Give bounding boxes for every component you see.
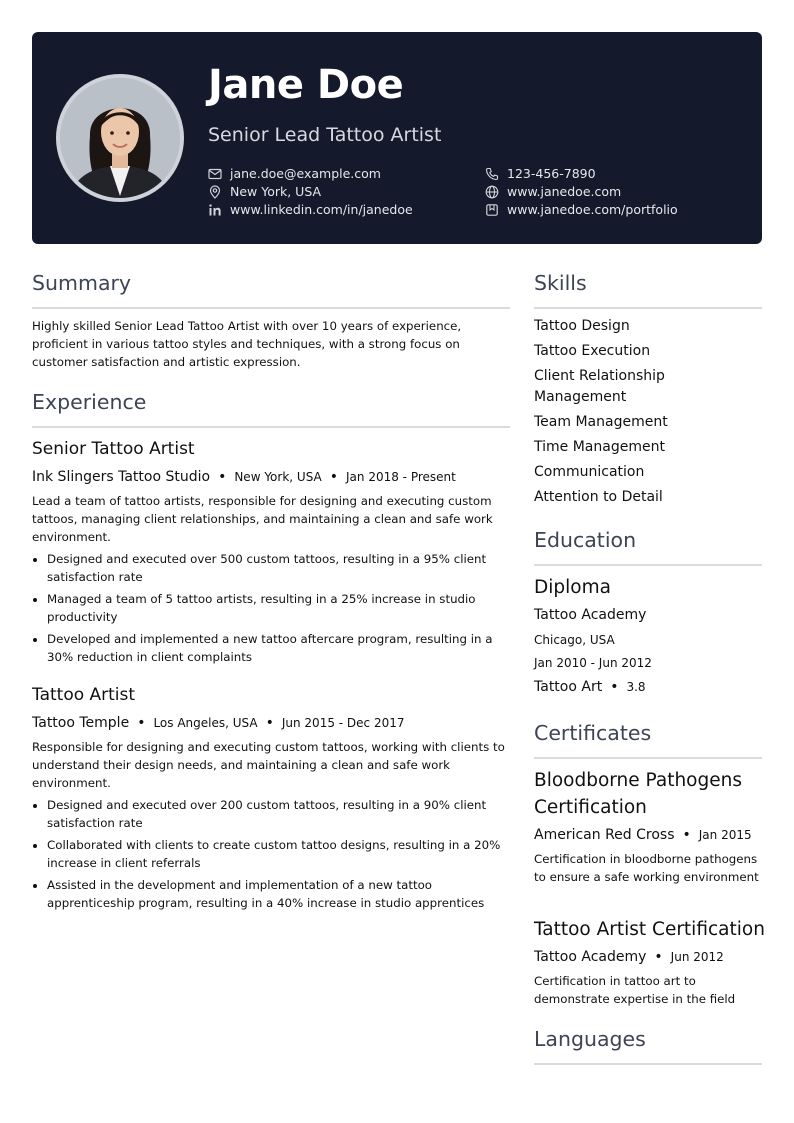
- skill-item: Time Management: [534, 439, 665, 455]
- certificates-heading: Certificates: [534, 721, 652, 745]
- gpa-value: 3.8: [626, 680, 646, 694]
- list-item: Managed a team of 5 tattoo artists, resulting in a 25% increase in studio productivity: [32, 590, 510, 626]
- certificates-divider: [534, 757, 762, 759]
- candidate-name: Jane Doe: [208, 62, 404, 108]
- linkedin-icon: [208, 203, 222, 217]
- certificate-date: Jun 2012: [670, 950, 724, 964]
- degree-title: Diploma: [534, 577, 611, 598]
- portfolio-contact[interactable]: [485, 201, 678, 219]
- skill-item: Communication: [534, 464, 645, 480]
- list-item: Designed and executed over 500 custom tattoos, resulting in a 95% client satisfaction rate: [32, 550, 510, 586]
- email-contact[interactable]: [208, 165, 381, 183]
- location-icon: [208, 185, 222, 199]
- location-contact: [208, 183, 321, 201]
- location-text: New York, USA: [230, 184, 322, 199]
- skills-heading: Skills: [534, 271, 587, 295]
- job-title: Tattoo Artist: [32, 685, 136, 705]
- skill-item: Tattoo Design: [534, 318, 630, 334]
- list-item: Designed and executed over 200 custom tattoos, resulting in a 90% client satisfaction rate: [32, 796, 510, 832]
- list-item: Collaborated with clients to create custom tattoo designs, resulting in a 20% increase in client referrals: [32, 836, 510, 872]
- linkedin-text: www.linkedin.com/in/janedoe: [230, 202, 413, 217]
- phone-contact[interactable]: [485, 165, 596, 183]
- languages-heading: Languages: [534, 1027, 646, 1051]
- skill-item: Attention to Detail: [534, 489, 663, 505]
- job-dates: Jan 2018 - Present: [346, 470, 456, 484]
- phone-icon: [485, 167, 499, 181]
- languages-divider: [534, 1063, 762, 1065]
- job-meta: Tattoo Temple • Los Angeles, USA • Jun 2015 - Dec 2017: [32, 715, 405, 731]
- job-title: Senior Tattoo Artist: [32, 439, 195, 459]
- education-heading: Education: [534, 528, 637, 552]
- avatar-photo: [60, 78, 180, 198]
- certificate-date: Jan 2015: [698, 828, 752, 842]
- list-item: Developed and implemented a new tattoo aftercare program, resulting in a 30% reduction in client complaints: [32, 630, 510, 666]
- certificate-issuer: Tattoo Academy: [534, 949, 647, 965]
- skill-item: Tattoo Execution: [534, 343, 651, 359]
- summary-divider: [32, 307, 510, 309]
- globe-icon: [485, 185, 499, 199]
- school-name: Tattoo Academy: [534, 607, 647, 623]
- portfolio-icon: [485, 203, 499, 217]
- certificate-description: Certification in tattoo art to demonstrate expertise in the field: [534, 974, 736, 1006]
- job-company: Tattoo Temple: [32, 715, 130, 731]
- resume-header: [32, 32, 762, 244]
- job-meta: Ink Slingers Tattoo Studio • New York, USA • Jan 2018 - Present: [32, 469, 456, 485]
- job-description: Lead a team of tattoo artists, responsible for designing and executing custom tattoos, managing client relationships, and maintaining a clean and safe work environment.: [32, 494, 493, 544]
- certificate-meta: Tattoo Academy • Jun 2012: [534, 949, 724, 965]
- list-item: Assisted in the development and implementation of a new tattoo apprenticeship program, resulting in a 40% increase in studio apprentices: [32, 876, 510, 912]
- summary-text: Highly skilled Senior Lead Tattoo Artist with over 10 years of experience, proficient in various tattoo styles and techniques, with a strong focus on customer satisfaction and artistic expression.: [32, 319, 462, 369]
- certificate-description: Certification in bloodborne pathogens to ensure a safe working environment: [534, 852, 759, 884]
- portfolio-text: www.janedoe.com/portfolio: [507, 202, 678, 217]
- skill-item: Client Relationship Management: [534, 368, 665, 405]
- avatar: [56, 74, 184, 202]
- certificate-issuer: American Red Cross: [534, 827, 675, 843]
- field-of-study: Tattoo Art: [534, 679, 603, 695]
- certificate-title: Bloodborne Pathogens Certification: [534, 770, 742, 818]
- contact-list: [208, 165, 748, 225]
- linkedin-contact[interactable]: [208, 201, 413, 219]
- job-company: Ink Slingers Tattoo Studio: [32, 469, 211, 485]
- email-text: jane.doe@example.com: [230, 166, 381, 181]
- education-field-gpa: Tattoo Art • 3.8: [534, 679, 646, 695]
- skill-item: Team Management: [534, 414, 668, 430]
- summary-heading: Summary: [32, 271, 132, 295]
- job-description: Responsible for designing and executing custom tattoos, working with clients to understand their design needs, and maintaining a clean and safe work environment.: [32, 740, 505, 790]
- candidate-title: Senior Lead Tattoo Artist: [208, 124, 442, 146]
- experience-heading: Experience: [32, 390, 147, 414]
- job-location: New York, USA: [234, 470, 322, 484]
- website-text: www.janedoe.com: [507, 184, 622, 199]
- education-dates: Jan 2010 - Jun 2012: [534, 656, 652, 670]
- job-location: Los Angeles, USA: [153, 716, 258, 730]
- job-bullets: [32, 550, 510, 670]
- website-contact[interactable]: [485, 183, 621, 201]
- certificate-meta: American Red Cross • Jan 2015: [534, 827, 752, 843]
- job-bullets: [32, 796, 510, 916]
- certificate-title: Tattoo Artist Certification: [534, 919, 765, 940]
- phone-text: 123-456-7890: [507, 166, 596, 181]
- experience-divider: [32, 426, 510, 428]
- job-dates: Jun 2015 - Dec 2017: [281, 716, 405, 730]
- skills-list: [534, 316, 734, 512]
- education-divider: [534, 564, 762, 566]
- skills-divider: [534, 307, 762, 309]
- mail-icon: [208, 167, 222, 181]
- school-location: Chicago, USA: [534, 633, 615, 647]
